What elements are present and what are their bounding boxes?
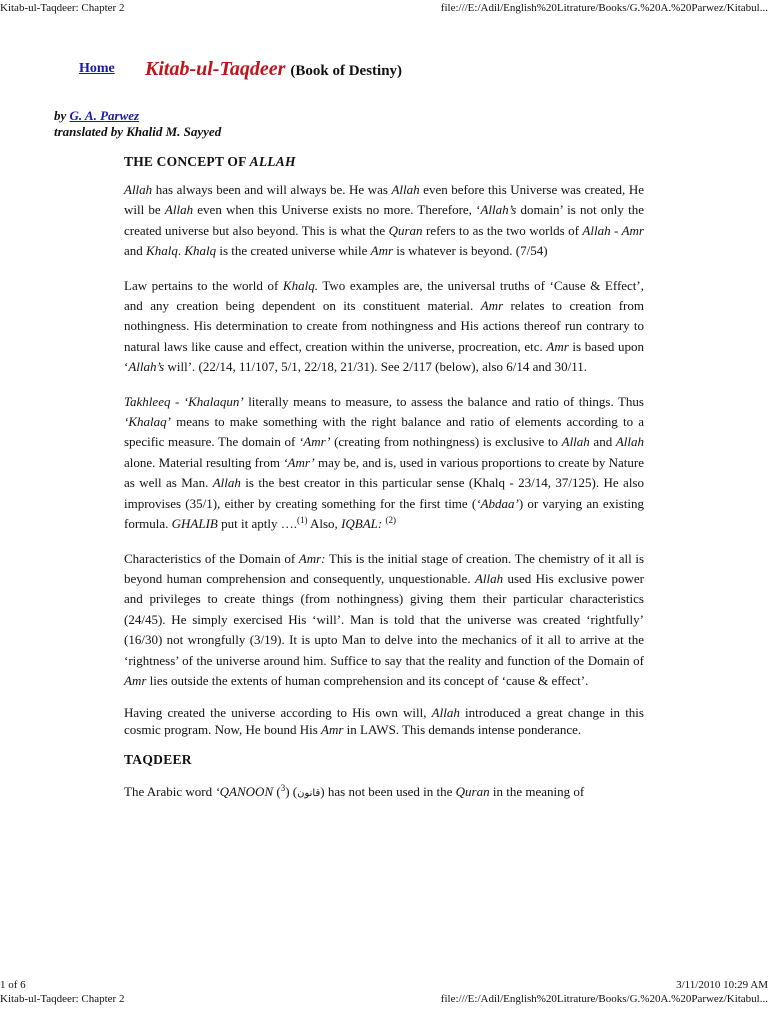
title-text: Kitab-ul-Taqdeer [145,58,286,80]
paragraph-6: The Arabic word ‘QANOON ($^3$) (قانون) has not been used in the Quran in the meaning of [124,783,585,800]
print-timestamp: 3/11/2010 10:29 AM [676,979,768,991]
home-link[interactable]: Home [79,61,115,76]
paragraph-2: Law pertains to the world of Khalq. Two examples are, the universal truths of ‘Cause & Effect’, and any creation being dependent on its constituent material. Amr relates to creation from nothingness. His determination to create from nothingness and His actions thereof run contrary to natural laws like cause and effect, creation within the universe, procreation, etc. Amr is based upon ‘Allah’s will’. (22/14, 11/107, 5/1, 22/18, 21/31). See 2/117 (below), also 6/14 and 30/11. [124,277,645,375]
arabic-qanoon: قانون [297,788,321,800]
file-url-header-2: file:///E:/Adil/English%20Litrature/Books/G.%20A.%20Parwez/Kitabul... [440,993,768,1005]
paragraph-5: Having created the universe according to His own will, Allah introduced a great change in this cosmic program. Now, He bound His Amr in LAWS. This demands intense ponderance. [124,705,644,737]
paragraph-3: Takhleeq - ‘Khalaqun’ literally means to measure, to assess the balance and ratio of things. Thus ‘Khalaq’ means to make something with the right balance and ratio of elements according to a specific measure. The domain of ‘Amr’ (creating from nothingness) is exclusive to Allah and Allah alone. Material resulting from ‘Amr’ may be, and is, used in various proportions to create by Nature as well as Man. Allah is the best creator in this particular sense (Khalq - 23/14, 37/125). He also improvises (35/1), either by creating something for the first time (‘Abdaa’) or varying an existing formula. GHALIB put it aptly ….$^{(1)}$ Also, IQBAL: $^{(2)}$ [124,393,644,532]
article-body [124,150,644,819]
section-heading-taqdeer: TAQDEER [124,752,192,768]
page-title-header-2: Kitab-ul-Taqdeer: Chapter 2 [0,993,125,1005]
footnote-ref-2: (2) [385,515,396,526]
footnote-ref-3: 3 [280,783,286,794]
subtitle-text: (Book of Destiny) [290,63,403,79]
book-title [145,58,402,81]
footnote-ref-1: (1) [296,515,308,526]
paragraph-1: Allah has always been and will always be. He was Allah even before this Universe was created, He will be Allah even when this Universe exists no more. Therefore, ‘Allah’s domain’ is not only the created universe but also beyond. This is what the Quran refers to as the two worlds of Allah - Amr and Khalq. Khalq is the created universe while Amr is whatever is beyond. (7/54) [124,182,644,259]
paragraph-4: Characteristics of the Domain of Amr: This is the initial stage of creation. The chemistry of it all is beyond human comprehension and consequently, unquestionable. Allah used His exclusive power and privileges to create things (from nothingness) giving them their particular characteristics (24/45). He simply exercised His ‘will’. Man is told that the universe was created ‘rightfully’ (16/30) not wrongfully (3/19). It is upto Man to delve into the mechanics of it all to arrive at the ‘rightness’ of the universe around him. Suffice to say that the reality and function of the Domain of Amr lies outside the extents of human comprehension and its concept of ‘cause & effect’. [124,550,645,688]
page-count: 1 of 6 [0,979,26,991]
author-line [54,108,139,124]
file-url-header: file:///E:/Adil/English%20Litrature/Books/G.%20A.%20Parwez/Kitabul... [440,2,768,14]
section-heading-concept: THE CONCEPT OF ALLAH [124,154,296,169]
author-link[interactable]: G. A. Parwez [69,108,140,123]
translator-line: translated by Khalid M. Sayyed [54,124,222,139]
by-prefix: by [54,108,67,123]
page-title-header: Kitab-ul-Taqdeer: Chapter 2 [0,2,125,14]
